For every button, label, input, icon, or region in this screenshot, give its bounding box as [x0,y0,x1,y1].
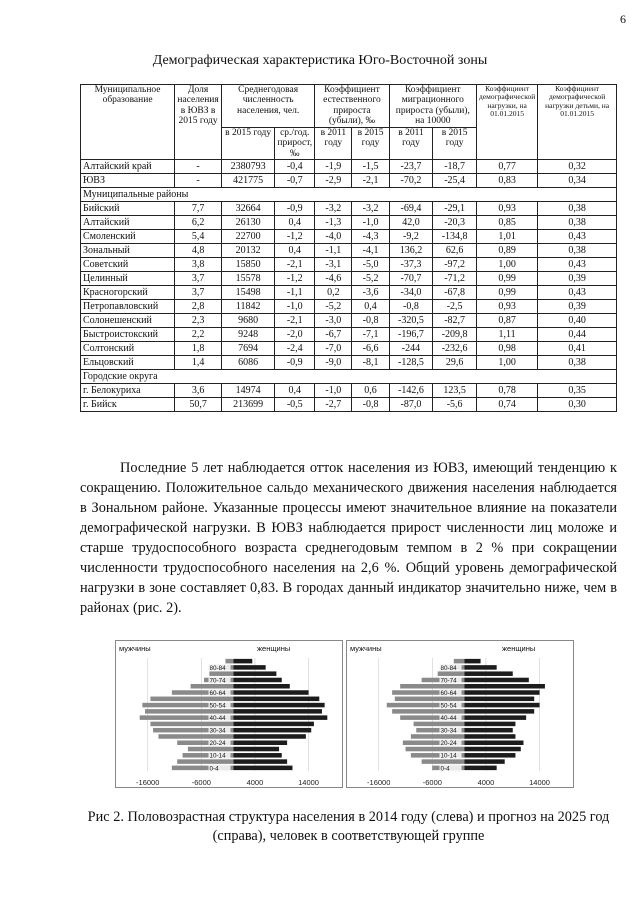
table-cell: -1,2 [275,272,315,286]
table-cell: -97,2 [433,258,477,272]
demographic-table [80,84,617,412]
table-cell: 123,5 [433,384,477,398]
table-cell: 0,6 [352,384,389,398]
male-bar [411,734,465,739]
legend-male: мужчины [119,644,151,653]
table-cell: 0,4 [275,216,315,230]
header-avg-pop-2015: в 2015 году [222,127,275,159]
female-bar [465,722,516,727]
age-group-label: 30-34 [440,727,457,735]
table-row [81,286,617,300]
table-cell: -0,8 [352,314,389,328]
table-cell: -0,7 [275,174,315,188]
x-tick-label: -16000 [136,778,160,787]
table-cell: -0,5 [275,398,315,412]
x-tick-label: -6000 [422,778,442,787]
table-row [81,342,617,356]
row-label: Быстроистокский [81,328,175,342]
table-cell: 0,89 [476,244,537,258]
table-cell: 6,2 [175,216,222,230]
table-row [81,356,617,370]
header-natural-2015: в 2015 году [352,127,389,159]
table-cell: -2,1 [352,174,389,188]
figure-caption: Рис 2. Половозрастная структура населения в 2014 году (слева) и прогноз на 2025 год (справа), человек в соответствующей группе [87,809,610,844]
table-cell: -232,6 [433,342,477,356]
row-label: Целинный [81,272,175,286]
table-section-row [81,188,617,202]
female-bar [465,709,535,714]
age-group-label: 20-24 [440,740,457,748]
table-cell: -3,1 [315,258,352,272]
table-row [81,160,617,174]
table-cell: -2,0 [275,328,315,342]
pyramid-chart-1 [116,641,343,788]
header-migration-2011: в 2011 году [389,127,433,159]
table-cell: -8,1 [352,356,389,370]
table-row [81,384,617,398]
table-cell: -244 [389,342,433,356]
table-cell: 0,4 [352,300,389,314]
table-cell: 11842 [222,300,275,314]
female-bar [234,740,288,745]
male-bar [188,747,234,752]
row-label: Красногорский [81,286,175,300]
male-bar [209,671,233,676]
table-cell: 2,2 [175,328,222,342]
table-cell: 0,43 [538,286,617,300]
table-cell: 3,7 [175,272,222,286]
row-label: Зональный [81,244,175,258]
table-cell: -6,7 [315,328,352,342]
table-cell: -3,6 [352,286,389,300]
female-bar [234,659,253,664]
female-bar [465,703,540,708]
table-cell: 136,2 [389,244,433,258]
male-bar [406,747,465,752]
table-cell: -25,4 [433,174,477,188]
table-cell: 26130 [222,216,275,230]
body-paragraph [80,458,617,618]
male-bar [225,659,233,664]
female-bar [465,697,535,702]
male-bar [400,684,464,689]
table-cell: 0,87 [476,314,537,328]
table-cell: -3,0 [315,314,352,328]
age-group-label: 70-74 [209,677,226,685]
female-bar [234,715,328,720]
male-bar [392,709,464,714]
header-municipality: Муниципальное образование [81,85,175,160]
header-natural: Коэффициент естественного прироста (убыли), ‰ [315,85,389,128]
table-cell: -4,0 [315,230,352,244]
table-cell: 0,93 [476,202,537,216]
age-group-label: 40-44 [440,715,457,723]
table-row [81,272,617,286]
female-bar [465,690,540,695]
row-label: ЮВЗ [81,174,175,188]
age-group-label: 30-34 [209,727,226,735]
table-cell: -82,7 [433,314,477,328]
female-bar [234,671,277,676]
female-bar [465,678,529,683]
table-cell: 0,39 [538,272,617,286]
table-cell: -0,9 [275,356,315,370]
header-migration-2015: в 2015 году [433,127,477,159]
table-cell: 9248 [222,328,275,342]
header-avg-pop: Среднегодовая численность населения, чел. [222,85,315,128]
table-cell: 1,00 [476,258,537,272]
age-group-label: 80-84 [440,664,457,672]
male-bar [422,759,465,764]
table-cell: 0,99 [476,272,537,286]
x-tick-label: 14000 [298,778,319,787]
row-label: Советский [81,258,175,272]
female-bar [234,728,312,733]
figure-population-pyramids [115,640,574,788]
male-bar [158,734,233,739]
x-tick-label: -16000 [367,778,391,787]
female-bar [465,715,527,720]
table-cell: 7694 [222,342,275,356]
female-bar [234,665,266,670]
table-cell: 0,74 [476,398,537,412]
header-dep-ratio: Коэффициент демографической нагрузки, на 01.01.2015 [476,85,537,160]
table-row [81,174,617,188]
female-bar [234,690,309,695]
age-group-label: 0-4 [209,765,219,773]
female-bar [234,722,314,727]
row-label: г. Бийск [81,398,175,412]
page-number: 6 [620,12,626,26]
table-cell: 0,30 [538,398,617,412]
table-cell: -5,0 [352,258,389,272]
male-bar [438,671,465,676]
row-label: Ельцовский [81,356,175,370]
section-label: Муниципальные районы [81,188,617,202]
table-cell: -23,7 [389,160,433,174]
table-cell: 1,01 [476,230,537,244]
table-cell: 0,98 [476,342,537,356]
table-cell: 0,40 [538,314,617,328]
male-bar [454,659,465,664]
female-bar [465,740,524,745]
age-group-label: 60-64 [209,689,226,697]
table-cell: 0,32 [538,160,617,174]
female-bar [234,747,280,752]
table-cell: 6086 [222,356,275,370]
female-bar [465,728,513,733]
age-group-label: 20-24 [209,740,226,748]
table-cell: 0,34 [538,174,617,188]
table-cell: -69,4 [389,202,433,216]
table-cell: 4,8 [175,244,222,258]
table-cell: -1,0 [275,300,315,314]
section-label: Городские округа [81,370,617,384]
header-share: Доля населения в ЮВЗ в 2015 году [175,85,222,160]
table-cell: -29,1 [433,202,477,216]
legend-male: мужчины [350,644,382,653]
table-cell: -1,9 [315,160,352,174]
table-cell: -2,1 [275,314,315,328]
header-natural-2011: в 2011 году [315,127,352,159]
table-cell: -196,7 [389,328,433,342]
table-cell: -70,7 [389,272,433,286]
table-cell: 3,8 [175,258,222,272]
table-cell: -1,3 [315,216,352,230]
female-bar [465,766,497,771]
table-cell: 213699 [222,398,275,412]
x-tick-label: -6000 [191,778,211,787]
table-cell: -87,0 [389,398,433,412]
female-bar [234,766,293,771]
table-cell: -0,8 [389,300,433,314]
male-bar [150,697,233,702]
table-cell: -7,0 [315,342,352,356]
row-label: Петропавловский [81,300,175,314]
table-cell: 0,99 [476,286,537,300]
table-cell: 0,38 [538,356,617,370]
table-cell: 1,8 [175,342,222,356]
table-row [81,244,617,258]
female-bar [234,709,322,714]
male-bar [395,697,465,702]
pyramid-chart-2 [347,641,574,788]
table-row [81,216,617,230]
x-tick-label: 14000 [529,778,550,787]
table-row [81,258,617,272]
table-cell: -142,6 [389,384,433,398]
table-cell: 0,78 [476,384,537,398]
row-label: Смоленский [81,230,175,244]
table-cell: -20,3 [433,216,477,230]
table-cell: 15498 [222,286,275,300]
table-cell: 9680 [222,314,275,328]
table-cell: 2380793 [222,160,275,174]
table-cell: 62,6 [433,244,477,258]
table-cell: 0,44 [538,328,617,342]
table-cell: -1,0 [315,384,352,398]
female-bar [465,671,513,676]
table-cell: 0,4 [275,384,315,398]
table-cell: 15850 [222,258,275,272]
table-row [81,230,617,244]
table-cell: -0,4 [275,160,315,174]
male-bar [414,722,465,727]
table-cell: 0,41 [538,342,617,356]
female-bar [465,684,545,689]
table-row [81,202,617,216]
table-body [81,160,617,412]
female-bar [234,703,325,708]
table-cell: -2,7 [315,398,352,412]
row-label: Бийский [81,202,175,216]
female-bar [234,759,288,764]
female-bar [234,734,306,739]
legend-female: женщины [257,644,291,653]
table-cell: -1,5 [352,160,389,174]
table-cell: 50,7 [175,398,222,412]
table-cell: -5,2 [352,272,389,286]
table-cell: -3,2 [352,202,389,216]
female-bar [234,684,290,689]
table-cell: -70,2 [389,174,433,188]
table-cell: -2,9 [315,174,352,188]
table-cell: 3,6 [175,384,222,398]
table-cell: 7,7 [175,202,222,216]
table-cell: 0,93 [476,300,537,314]
age-group-label: 70-74 [440,677,457,685]
table-cell: -128,5 [389,356,433,370]
table-cell: 14974 [222,384,275,398]
table-title: Демографическая характеристика Юго-Восточной зоны [152,53,488,68]
female-bar [465,747,521,752]
table-cell: -2,1 [275,258,315,272]
table-cell: -4,3 [352,230,389,244]
table-cell: -1,1 [315,244,352,258]
table-cell: -34,0 [389,286,433,300]
table-cell: -6,6 [352,342,389,356]
female-bar [234,753,282,758]
row-label: Солонешенский [81,314,175,328]
table-cell: -4,6 [315,272,352,286]
row-label: Алтайский край [81,160,175,174]
age-group-label: 80-84 [209,664,226,672]
paragraph-text: Последние 5 лет наблюдается отток населения из ЮВЗ, имеющий тенденцию к сокращению. Положительное сальдо механического движения населения наблюдается в Зональном районе. Указанные процессы имеют значительное влияние на показатели демографической нагрузки. В ЮВЗ наблюдается прирост численности лиц моложе и старше трудоспособного возраста среднегодовым темпом в 2 % при сокращении численности трудоспособного населения на 2,6 %. Общий уровень демографической нагрузки в зоне составляет 0,83. В городах данный индикатор значительно ниже, чем в районах (рис. 2). [80,460,617,616]
table-cell: 15578 [222,272,275,286]
table-cell: -4,1 [352,244,389,258]
table-cell: 5,4 [175,230,222,244]
table-cell: -71,2 [433,272,477,286]
table-cell: -5,6 [433,398,477,412]
table-cell: -1,1 [275,286,315,300]
table-cell: 0,38 [538,202,617,216]
male-bar [145,709,233,714]
male-bar [150,722,233,727]
table-cell: 421775 [222,174,275,188]
row-label: г. Белокуриха [81,384,175,398]
table-cell: -2,4 [275,342,315,356]
table-row [81,328,617,342]
female-bar [234,678,282,683]
male-bar [191,684,234,689]
age-group-label: 50-54 [209,702,226,710]
table-cell: -3,2 [315,202,352,216]
male-bar [177,759,233,764]
table-cell: -320,5 [389,314,433,328]
table-cell: -5,2 [315,300,352,314]
age-group-label: 10-14 [440,752,457,760]
population-pyramid-charts [115,640,574,788]
table-cell: 0,83 [476,174,537,188]
table-cell: - [175,174,222,188]
table-cell: 2,3 [175,314,222,328]
table-cell: -0,9 [275,202,315,216]
table-cell: -134,8 [433,230,477,244]
table-cell: 0,43 [538,230,617,244]
table-cell: -18,7 [433,160,477,174]
header-avg-pop-growth: ср./год. прирост, ‰ [275,127,315,159]
legend-female: женщины [502,644,536,653]
table-cell: 20132 [222,244,275,258]
female-bar [465,659,481,664]
table-cell: 0,2 [315,286,352,300]
x-tick-label: 4000 [477,778,495,787]
age-group-label: 50-54 [440,702,457,710]
table-section-row [81,370,617,384]
female-bar [465,734,516,739]
table-cell: -209,8 [433,328,477,342]
table-cell: 0,4 [275,244,315,258]
table-cell: 2,8 [175,300,222,314]
age-group-label: 40-44 [209,715,226,723]
table-cell: -1,0 [352,216,389,230]
table-cell: 1,00 [476,356,537,370]
table-cell: 0,43 [538,258,617,272]
table-cell: 0,38 [538,244,617,258]
female-bar [465,759,505,764]
table-row [81,300,617,314]
age-group-label: 60-64 [440,689,457,697]
table-row [81,314,617,328]
table-cell: -7,1 [352,328,389,342]
table-cell: 3,7 [175,286,222,300]
female-bar [234,697,320,702]
table-cell: -67,8 [433,286,477,300]
table-cell: -0,8 [352,398,389,412]
table-cell: 0,85 [476,216,537,230]
table-cell: -9,2 [389,230,433,244]
header-dep-children: Коэффициент демографической нагрузки детьми, на 01.01.2015 [538,85,617,160]
table-cell: 1,4 [175,356,222,370]
row-label: Солтонский [81,342,175,356]
table-cell: 0,35 [538,384,617,398]
row-label: Алтайский [81,216,175,230]
table-cell: 42,0 [389,216,433,230]
female-bar [465,753,516,758]
table-cell: -37,3 [389,258,433,272]
table-cell: 29,6 [433,356,477,370]
table-cell: 0,39 [538,300,617,314]
table-cell: 0,38 [538,216,617,230]
age-group-label: 0-4 [440,765,450,773]
age-group-label: 10-14 [209,752,226,760]
table-cell: -1,2 [275,230,315,244]
table-cell: 32664 [222,202,275,216]
table-cell: 22700 [222,230,275,244]
table-cell: -2,5 [433,300,477,314]
x-tick-label: 4000 [246,778,264,787]
table-cell: - [175,160,222,174]
table-cell: 0,77 [476,160,537,174]
table-row [81,398,617,412]
table-cell: -9,0 [315,356,352,370]
table-cell: 1,11 [476,328,537,342]
female-bar [465,665,497,670]
header-migration: Коэффициент миграционного прироста (убыли), на 10000 [389,85,476,128]
